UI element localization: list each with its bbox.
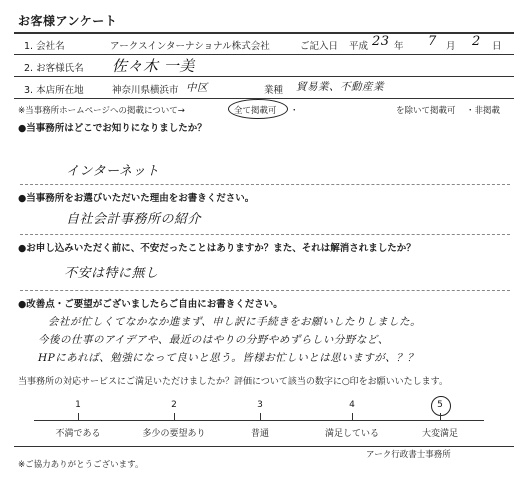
date-year: 23 <box>372 34 390 49</box>
scale-line <box>34 420 484 421</box>
publish-option-except: を除いて掲載可 <box>396 106 456 116</box>
satisfaction-question: 当事務所の対応サービスにご満足いただけましたか？評価について該当の数字に○印をお願いいたします。 <box>18 377 448 387</box>
q4-answer-line: 会社が忙しくてなかなか進まず、申し訳に手続きをお願いしたりしました。 <box>48 316 422 328</box>
date-label: ご記入日 <box>300 41 339 52</box>
date-year-unit: 年 <box>394 41 404 52</box>
form-title: お客様アンケート <box>18 14 118 28</box>
q3-rule <box>20 290 510 291</box>
business-value: 貿易業、不動産業 <box>296 81 384 93</box>
q4-answer-line: HPにあれば、勉強になって良いと思う。皆様お忙しいとは思いますが、？？ <box>38 352 419 364</box>
company-label: 1. 会社名 <box>24 41 65 52</box>
q2-rule <box>20 234 510 235</box>
scale-tick-5 <box>440 413 441 421</box>
date-day: 2 <box>472 34 481 49</box>
scale-num-3: 3 <box>257 400 263 410</box>
scale-num-4: 4 <box>349 400 355 410</box>
row1-line <box>14 54 514 55</box>
address-value: 神奈川県横浜市 <box>112 85 179 96</box>
date-day-unit: 日 <box>492 41 502 52</box>
q4-answer-line: 今後の仕事のアイデアや、最近のはやりの分野やめずらしい分野など、 <box>38 334 389 346</box>
publish-option-none: ・非掲載 <box>466 106 501 116</box>
publish-note-prefix: ※当事務所ホームページへの掲載について→ <box>18 106 185 116</box>
q2-question: ●当事務所をお選びいただいた理由をお書きください。 <box>18 193 255 204</box>
footer-office: アーク行政書士事務所 <box>366 450 451 460</box>
date-era: 平成 <box>349 41 369 52</box>
footer-thanks: ※ご協力ありがとうございます。 <box>18 460 144 470</box>
q3-answer: 不安は特に無し <box>64 266 159 281</box>
scale-num-5: 5 <box>437 400 443 410</box>
publish-option-all: 全て掲載可 <box>234 106 277 116</box>
address-ward: 中区 <box>186 82 208 94</box>
publish-option-circle <box>228 99 288 119</box>
scale-label-4: 満足している <box>324 429 379 439</box>
q3-question: ●お申し込みいただく前に、不安だったことはありますか？また、それは解消されましたか？ <box>18 243 416 254</box>
date-month: 7 <box>428 34 437 49</box>
date-month-unit: 月 <box>446 41 456 52</box>
q1-rule <box>20 184 510 185</box>
q1-answer: インターネット <box>66 164 160 179</box>
q4-question: ●改善点・ご要望がございましたらご自由にお書きください。 <box>18 299 283 310</box>
name-value: 佐々木 一美 <box>112 57 195 75</box>
scale-num-2: 2 <box>171 400 177 410</box>
q2-answer: 自社会計事務所の紹介 <box>66 212 202 227</box>
scale-tick-4 <box>352 413 353 421</box>
scale-tick-1 <box>78 413 79 421</box>
title-underline <box>14 32 514 34</box>
scale-label-2: 多少の要望あり <box>142 429 206 439</box>
scale-num-1: 1 <box>75 400 81 410</box>
name-label: 2. お客様氏名 <box>24 63 84 74</box>
footer-line <box>14 446 514 447</box>
scale-tick-2 <box>174 413 175 421</box>
publish-option-sep: ・ <box>290 106 299 116</box>
scale-label-5: 大変満足 <box>421 429 458 439</box>
scale-tick-3 <box>260 413 261 421</box>
address-label: 3. 本店所在地 <box>24 85 84 96</box>
business-label: 業種 <box>264 85 284 96</box>
scale-label-1: 不満である <box>55 429 101 439</box>
q1-question: ●当事務所はどこでお知りになりましたか？ <box>18 123 207 134</box>
scale-label-3: 普通 <box>250 429 269 439</box>
row2-line <box>14 76 514 77</box>
company-value: アークスインターナショナル株式会社 <box>110 41 270 52</box>
